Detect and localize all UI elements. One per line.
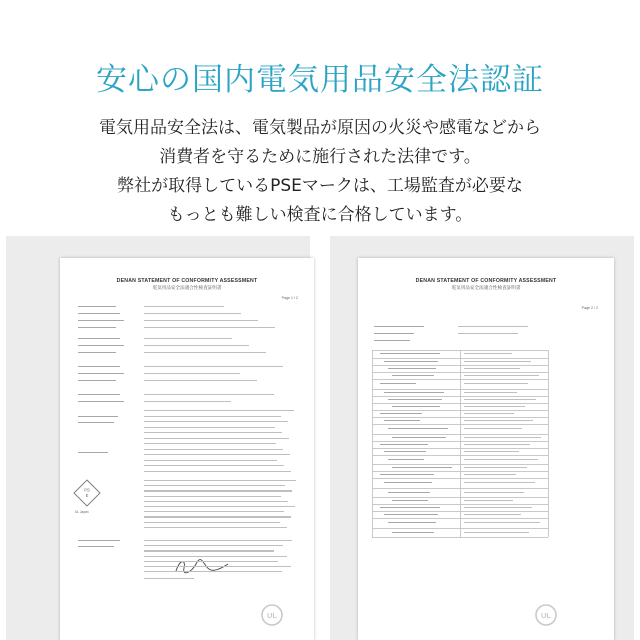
fine-print-line: [464, 361, 531, 362]
fine-print-line: [388, 522, 436, 523]
fine-print-line: [458, 326, 528, 327]
page-number: Page 1 / 2: [281, 296, 298, 300]
fine-print-line: [464, 482, 535, 483]
certificate-subtitle: 電気用品安全法適合性検査証明書: [451, 286, 521, 291]
pse-mark-caption: UL Japan: [75, 510, 89, 514]
fine-print-line: [380, 353, 440, 354]
certificate-page-1: [60, 258, 314, 640]
fine-print-line: [144, 327, 275, 328]
fine-print-line: [374, 326, 424, 327]
fine-print-line: [144, 490, 292, 491]
fine-print-line: [144, 454, 290, 455]
fine-print-line: [388, 368, 436, 369]
fine-print-line: [78, 394, 120, 395]
table-rule: [372, 350, 373, 537]
fine-print-line: [464, 507, 532, 508]
fine-print-line: [392, 375, 434, 376]
fine-print-line: [144, 550, 274, 551]
fine-print-line: [388, 459, 424, 460]
fine-print-line: [144, 485, 285, 486]
fine-print-line: [144, 471, 291, 472]
fine-print-line: [392, 500, 428, 501]
fine-print-line: [464, 467, 527, 468]
fine-print-line: [78, 373, 124, 374]
fine-print-line: [78, 345, 124, 346]
fine-print-line: [464, 451, 519, 452]
fine-print-line: [78, 546, 114, 547]
fine-print-line: [464, 474, 516, 475]
svg-text:PS: PS: [84, 487, 90, 493]
fine-print-line: [464, 500, 513, 501]
fine-print-line: [464, 492, 524, 493]
fine-print-line: [464, 413, 514, 414]
fine-print-line: [144, 501, 288, 502]
ul-logo-text: UL: [267, 610, 277, 620]
fine-print-line: [144, 527, 287, 528]
fine-print-line: [388, 492, 430, 493]
fine-print-line: [78, 338, 120, 339]
fine-print-line: [144, 373, 240, 374]
fine-print-line: [384, 482, 432, 483]
fine-print-line: [388, 428, 448, 429]
fine-print-line: [384, 361, 438, 362]
ul-logo-text: UL: [541, 610, 551, 620]
fine-print-line: [144, 460, 277, 461]
fine-print-line: [144, 545, 283, 546]
fine-print-line: [78, 416, 118, 417]
fine-print-line: [380, 444, 428, 445]
fine-print-line: [380, 507, 440, 508]
fine-print-line: [144, 480, 296, 481]
fine-print-line: [392, 467, 452, 468]
fine-print-line: [464, 444, 530, 445]
fine-print-line: [464, 353, 512, 354]
ul-logo-icon: [260, 603, 284, 627]
fine-print-line: [144, 561, 278, 562]
fine-print-line: [144, 496, 281, 497]
fine-print-line: [464, 406, 525, 407]
page-number: Page 2 / 2: [581, 306, 598, 310]
fine-print-line: [144, 352, 266, 353]
table-rule: [548, 350, 549, 537]
fine-print-line: [144, 380, 257, 381]
fine-print-line: [144, 338, 232, 339]
fine-print-line: [144, 506, 295, 507]
certificate-subtitle: 電気用品安全法適合性検査証明書: [152, 286, 222, 291]
fine-print-line: [144, 421, 288, 422]
description-line: もっとも難しい検査に合格しています。: [167, 205, 473, 225]
description-line: 弊社が取得しているPSEマークは、工場監査が必要な: [117, 176, 523, 196]
fine-print-line: [464, 532, 529, 533]
fine-print-line: [78, 401, 124, 402]
fine-print-line: [144, 511, 284, 512]
fine-print-line: [144, 432, 282, 433]
fine-print-line: [144, 416, 281, 417]
fine-print-line: [464, 420, 533, 421]
certificate-title: DENAN STATEMENT OF CONFORMITY ASSESSMENT: [415, 278, 557, 284]
svg-text:E: E: [85, 493, 89, 498]
table-rule: [460, 350, 461, 537]
fine-print-line: [144, 394, 274, 395]
fine-print-line: [464, 428, 522, 429]
ul-logo-icon: [534, 603, 558, 627]
fine-print-line: [144, 345, 249, 346]
fine-print-line: [384, 451, 426, 452]
fine-print-line: [144, 578, 194, 579]
fine-print-line: [144, 556, 287, 557]
fine-print-line: [464, 522, 540, 523]
fine-print-line: [78, 380, 116, 381]
fine-print-line: [464, 392, 517, 393]
fine-print-line: [144, 566, 291, 567]
description-line: 消費者を守るために施行された法律です。: [159, 147, 481, 167]
fine-print-line: [384, 392, 444, 393]
fine-print-line: [78, 366, 120, 367]
fine-print-line: [384, 420, 420, 421]
fine-print-line: [464, 399, 536, 400]
fine-print-line: [464, 514, 521, 515]
fine-print-line: [78, 306, 116, 307]
fine-print-line: [392, 406, 440, 407]
fine-print-line: [144, 401, 231, 402]
fine-print-line: [78, 313, 120, 314]
table-rule: [372, 537, 548, 538]
fine-print-line: [144, 540, 292, 541]
fine-print-line: [144, 449, 283, 450]
fine-print-line: [78, 352, 116, 353]
fine-print-line: [392, 437, 446, 438]
fine-print-line: [380, 474, 434, 475]
fine-print-line: [392, 532, 434, 533]
description-paragraph: [0, 114, 640, 230]
fine-print-line: [144, 516, 291, 517]
fine-print-line: [144, 427, 275, 428]
fine-print-line: [144, 410, 294, 411]
fine-print-line: [144, 313, 241, 314]
fine-print-line: [464, 437, 541, 438]
certificate-page-2: [358, 258, 614, 640]
fine-print-line: [374, 333, 414, 334]
fine-print-line: [464, 383, 528, 384]
fine-print-line: [464, 459, 538, 460]
fine-print-line: [374, 340, 410, 341]
fine-print-line: [144, 571, 282, 572]
fine-print-line: [78, 540, 120, 541]
fine-print-line: [78, 327, 116, 328]
fine-print-line: [464, 375, 539, 376]
description-line: 電気用品安全法は、電気製品が原因の火災や感電などから: [99, 118, 541, 138]
fine-print-line: [380, 383, 416, 384]
fine-print-line: [144, 443, 276, 444]
certificate-title: DENAN STATEMENT OF CONFORMITY ASSESSMENT: [116, 278, 258, 284]
fine-print-line: [464, 368, 520, 369]
fine-print-line: [144, 438, 289, 439]
fine-print-line: [388, 399, 442, 400]
fine-print-line: [144, 306, 224, 307]
fine-print-line: [78, 452, 108, 453]
fine-print-line: [458, 333, 518, 334]
fine-print-line: [78, 422, 114, 423]
fine-print-line: [78, 320, 124, 321]
fine-print-line: [380, 413, 422, 414]
fine-print-line: [144, 465, 284, 466]
fine-print-line: [384, 514, 438, 515]
page-headline: 安心の国内電気用品安全法認証: [96, 62, 544, 98]
fine-print-line: [144, 366, 283, 367]
fine-print-line: [144, 320, 258, 321]
fine-print-line: [144, 522, 280, 523]
